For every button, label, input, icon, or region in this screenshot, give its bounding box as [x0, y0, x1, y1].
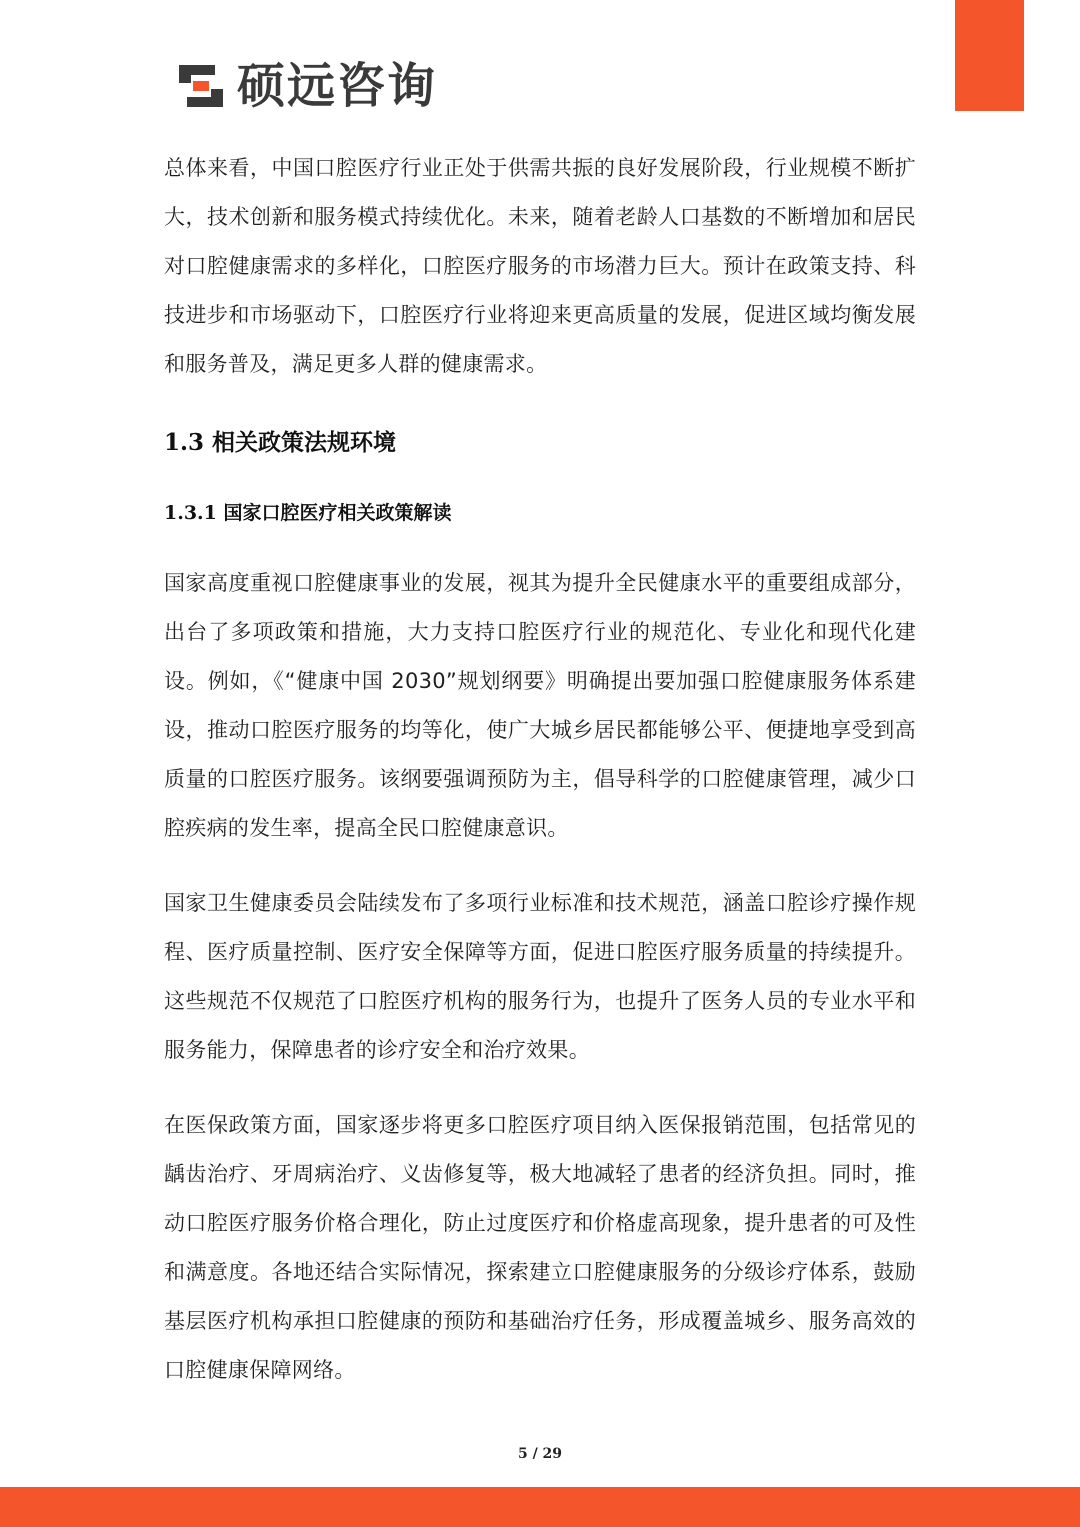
policy-paragraph-1: 国家高度重视口腔健康事业的发展，视其为提升全民健康水平的重要组成部分，出台了多项政策和措施，大力支持口腔医疗行业的规范化、专业化和现代化建设。例如，《“健康中国 2030”规划纲要》明确提出要加强口腔健康服务体系建设，推动口腔医疗服务的均等化，使广大城乡居民都能够公平、便捷地享受到高质量的口腔医疗服务。该纲要强调预防为主，倡导科学的口腔健康管理，减少口腔疾病的发生率，提高全民口腔健康意识。	[164, 571, 916, 840]
brand-logo	[175, 58, 437, 114]
subsection-heading: 1.3.1 国家口腔医疗相关政策解读	[164, 502, 452, 524]
brand-name: 硕远咨询	[237, 58, 438, 114]
document-body	[164, 144, 916, 1395]
intro-paragraph: 总体来看，中国口腔医疗行业正处于供需共振的良好发展阶段，行业规模不断扩大，技术创新和服务模式持续优化。未来，随着老龄人口基数的不断增加和居民对口腔健康需求的多样化，口腔医疗服务的市场潜力巨大。预计在政策支持、科技进步和市场驱动下，口腔医疗行业将迎来更高质量的发展，促进区域均衡发展和服务普及，满足更多人群的健康需求。	[164, 156, 916, 376]
s-block-logo-icon	[175, 61, 227, 111]
corner-accent-tab	[955, 0, 1024, 111]
page-number: 5 / 29	[517, 1446, 563, 1462]
footer-accent-bar	[0, 1487, 1080, 1527]
policy-paragraph-3: 在医保政策方面，国家逐步将更多口腔医疗项目纳入医保报销范围，包括常见的龋齿治疗、牙周病治疗、义齿修复等，极大地减轻了患者的经济负担。同时，推动口腔医疗服务价格合理化，防止过度医疗和价格虚高现象，提升患者的可及性和满意度。各地还结合实际情况，探索建立口腔健康服务的分级诊疗体系，鼓励基层医疗机构承担口腔健康的预防和基础治疗任务，形成覆盖城乡、服务高效的口腔健康保障网络。	[164, 1113, 916, 1382]
policy-paragraph-2: 国家卫生健康委员会陆续发布了多项行业标准和技术规范，涵盖口腔诊疗操作规程、医疗质量控制、医疗安全保障等方面，促进口腔医疗服务质量的持续提升。这些规范不仅规范了口腔医疗机构的服务行为，也提升了医务人员的专业水平和服务能力，保障患者的诊疗安全和治疗效果。	[164, 891, 916, 1062]
section-heading: 1.3 相关政策法规环境	[164, 429, 397, 456]
